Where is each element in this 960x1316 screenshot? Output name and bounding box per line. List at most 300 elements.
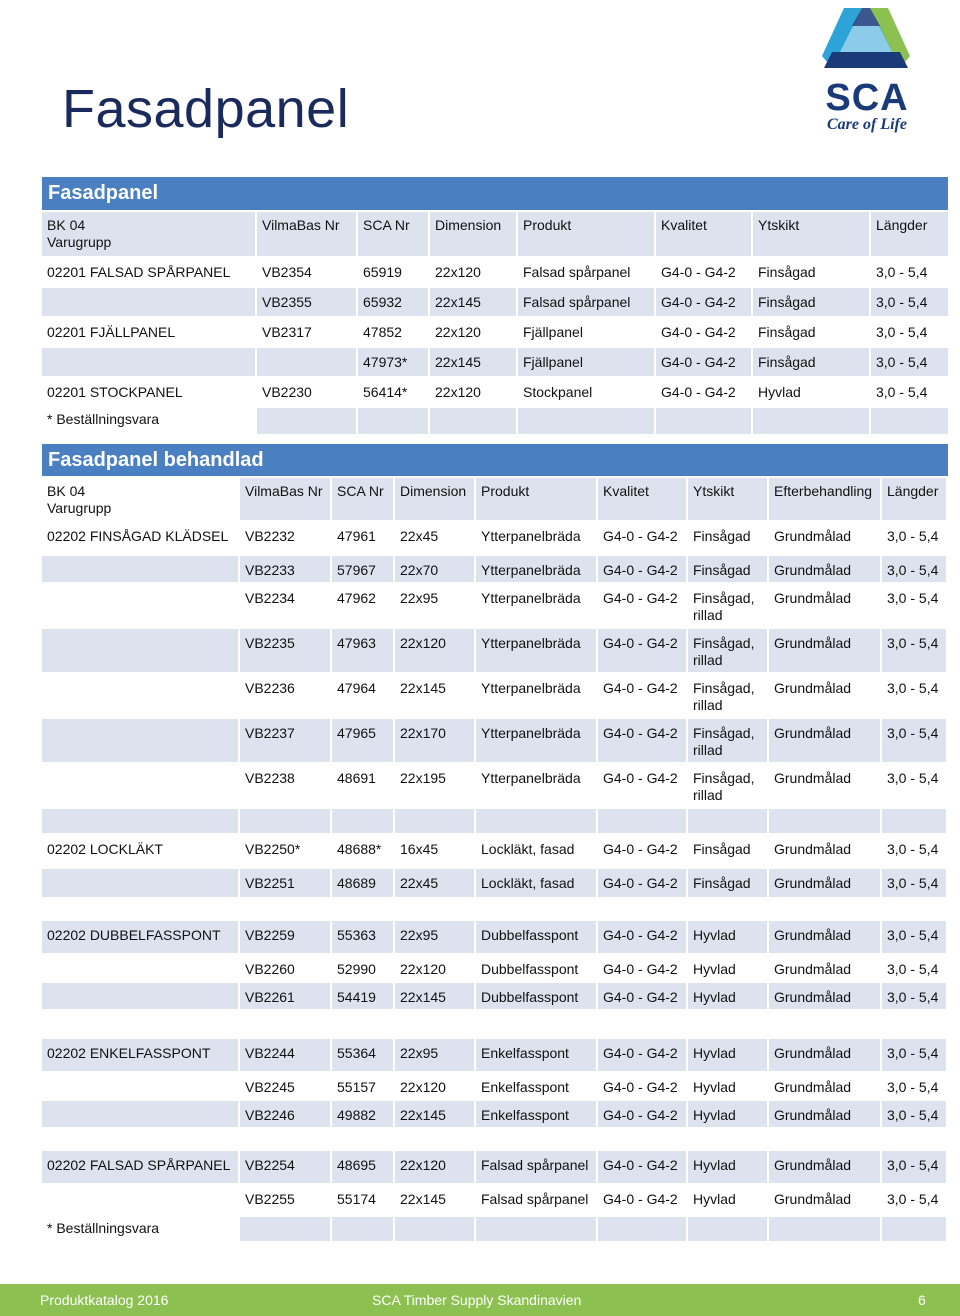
table-cell: 3,0 - 5,4 — [882, 522, 946, 554]
table-cell — [332, 809, 393, 833]
table-cell: Grundmålad — [769, 522, 880, 554]
table-cell: 22x95 — [395, 584, 474, 627]
table-row — [42, 674, 946, 717]
table-cell: Finsågad — [753, 318, 869, 346]
table-cell: Falsad spårpanel — [518, 288, 654, 316]
table-cell: G4-0 - G4-2 — [598, 1039, 686, 1071]
table-cell: Grundmålad — [769, 1039, 880, 1071]
table-cell: 22x195 — [395, 764, 474, 807]
section-fasadpanel — [42, 177, 948, 436]
table-cell: Ytterpanelbräda — [476, 629, 596, 672]
table-cell: 02202 FALSAD SPÅRPANEL — [42, 1151, 238, 1183]
empty-cell — [240, 1217, 330, 1241]
empty-cell — [257, 408, 356, 434]
table-cell: 3,0 - 5,4 — [871, 348, 948, 376]
fasadpanel-table — [40, 210, 950, 436]
table-cell — [395, 1129, 474, 1149]
table-cell: 3,0 - 5,4 — [882, 921, 946, 953]
table-cell: Dubbelfasspont — [476, 921, 596, 953]
table-cell: G4-0 - G4-2 — [656, 288, 751, 316]
table-cell: Finsågad — [688, 835, 767, 867]
table-cell: G4-0 - G4-2 — [598, 955, 686, 981]
table-cell — [42, 556, 238, 582]
table-row — [42, 1101, 946, 1127]
table-cell: Finsågad — [753, 348, 869, 376]
table-cell: VB2261 — [240, 983, 330, 1009]
table-cell: VB2255 — [240, 1185, 330, 1215]
table-cell: G4-0 - G4-2 — [598, 764, 686, 807]
column-header: Ytskikt — [753, 212, 869, 256]
table-cell: Grundmålad — [769, 764, 880, 807]
table-cell: 48688* — [332, 835, 393, 867]
table-cell: Lockläkt, fasad — [476, 835, 596, 867]
table-cell: VB2317 — [257, 318, 356, 346]
table-cell: VB2235 — [240, 629, 330, 672]
table-cell: 55363 — [332, 921, 393, 953]
footnote: * Beställningsvara — [42, 408, 255, 434]
empty-cell — [332, 1217, 393, 1241]
table-cell: Ytterpanelbräda — [476, 584, 596, 627]
table-cell: 02201 FJÄLLPANEL — [42, 318, 255, 346]
table-cell: 22x145 — [430, 288, 516, 316]
table-cell: 47965 — [332, 719, 393, 762]
table-cell: 02202 FINSÅGAD KLÄDSEL — [42, 522, 238, 554]
table-cell — [598, 1129, 686, 1149]
section-title: Fasadpanel behandlad — [42, 444, 948, 476]
column-header: Längder — [871, 212, 948, 256]
table-cell: VB2355 — [257, 288, 356, 316]
table-cell: VB2244 — [240, 1039, 330, 1071]
table-cell: 47973* — [358, 348, 428, 376]
table-cell — [42, 719, 238, 762]
table-cell: VB2232 — [240, 522, 330, 554]
table-row — [42, 258, 948, 286]
table-row — [42, 556, 946, 582]
table-cell — [42, 348, 255, 376]
table-cell — [598, 809, 686, 833]
table-cell: 3,0 - 5,4 — [882, 674, 946, 717]
empty-cell — [656, 408, 751, 434]
page-footer — [0, 1284, 960, 1316]
table-row — [42, 835, 946, 867]
table-row — [42, 584, 946, 627]
column-header: Längder — [882, 478, 946, 520]
table-cell — [42, 764, 238, 807]
footer-company: SCA Timber Supply Skandinavien — [372, 1292, 582, 1308]
table-cell: G4-0 - G4-2 — [656, 258, 751, 286]
header-row — [42, 478, 946, 520]
fasadpanel-behandlad-table — [40, 476, 948, 1243]
table-cell — [42, 674, 238, 717]
table-cell: Grundmålad — [769, 835, 880, 867]
table-cell: Hyvlad — [688, 1151, 767, 1183]
table-cell — [769, 899, 880, 919]
table-cell: 22x145 — [395, 1185, 474, 1215]
table-cell: Hyvlad — [688, 921, 767, 953]
footer-catalog: Produktkatalog 2016 — [40, 1292, 169, 1308]
table-cell: VB2246 — [240, 1101, 330, 1127]
footnote: * Beställningsvara — [42, 1217, 238, 1241]
table-row — [42, 318, 948, 346]
table-cell: VB2251 — [240, 869, 330, 897]
table-cell: 3,0 - 5,4 — [882, 1039, 946, 1071]
table-cell — [476, 899, 596, 919]
table-cell: 22x120 — [395, 1151, 474, 1183]
table-cell: Falsad spårpanel — [476, 1151, 596, 1183]
table-cell: 22x120 — [395, 629, 474, 672]
table-cell: G4-0 - G4-2 — [598, 674, 686, 717]
table-cell: Grundmålad — [769, 1185, 880, 1215]
table-cell — [882, 1011, 946, 1037]
table-cell — [42, 1073, 238, 1099]
table-cell: VB2354 — [257, 258, 356, 286]
table-cell: Ytterpanelbräda — [476, 719, 596, 762]
table-cell — [42, 869, 238, 897]
table-cell: Grundmålad — [769, 719, 880, 762]
table-cell: Finsågad, rillad — [688, 629, 767, 672]
table-cell — [395, 1011, 474, 1037]
table-cell: 3,0 - 5,4 — [871, 318, 948, 346]
table-cell: 02202 LOCKLÄKT — [42, 835, 238, 867]
table-cell: 47852 — [358, 318, 428, 346]
table-row — [42, 1039, 946, 1071]
table-cell — [332, 1011, 393, 1037]
table-row — [42, 869, 946, 897]
table-cell: Finsågad, rillad — [688, 719, 767, 762]
footer-page-number: 6 — [918, 1292, 926, 1308]
table-cell — [882, 1129, 946, 1149]
column-header: Ytskikt — [688, 478, 767, 520]
table-cell — [598, 1011, 686, 1037]
table-cell — [42, 288, 255, 316]
table-cell — [598, 899, 686, 919]
table-cell: Finsågad — [753, 258, 869, 286]
table-row — [42, 983, 946, 1009]
table-cell — [42, 1101, 238, 1127]
sca-logo — [818, 4, 914, 136]
table-cell: 3,0 - 5,4 — [882, 835, 946, 867]
column-header: BK 04 Varugrupp — [42, 212, 255, 256]
header-row — [42, 212, 948, 256]
table-cell: G4-0 - G4-2 — [598, 983, 686, 1009]
table-cell — [332, 1129, 393, 1149]
table-cell: VB2237 — [240, 719, 330, 762]
logo-tagline: Care of Life — [827, 116, 907, 133]
table-cell: 54419 — [332, 983, 393, 1009]
table-cell — [769, 1129, 880, 1149]
table-cell: 3,0 - 5,4 — [882, 1101, 946, 1127]
table-cell: VB2250* — [240, 835, 330, 867]
table-cell: Grundmålad — [769, 955, 880, 981]
table-cell — [240, 1011, 330, 1037]
table-cell: Ytterpanelbräda — [476, 522, 596, 554]
table-cell: 55174 — [332, 1185, 393, 1215]
table-cell: Enkelfasspont — [476, 1073, 596, 1099]
table-cell: 48695 — [332, 1151, 393, 1183]
column-header: VilmaBas Nr — [257, 212, 356, 256]
table-cell: Finsågad, rillad — [688, 584, 767, 627]
table-cell: Lockläkt, fasad — [476, 869, 596, 897]
table-cell: Enkelfasspont — [476, 1039, 596, 1071]
table-cell: 02202 DUBBELFASSPONT — [42, 921, 238, 953]
table-cell: 22x120 — [430, 378, 516, 406]
table-cell: VB2236 — [240, 674, 330, 717]
table-cell: 02202 ENKELFASSPONT — [42, 1039, 238, 1071]
table-cell — [476, 1129, 596, 1149]
table-cell — [882, 809, 946, 833]
table-cell: Ytterpanelbräda — [476, 556, 596, 582]
table-row — [42, 1129, 946, 1149]
table-cell: Ytterpanelbräda — [476, 764, 596, 807]
table-cell: VB2254 — [240, 1151, 330, 1183]
table-cell: 3,0 - 5,4 — [882, 764, 946, 807]
table-cell: G4-0 - G4-2 — [598, 869, 686, 897]
table-cell — [240, 1129, 330, 1149]
note-row — [42, 408, 948, 434]
table-cell: Grundmålad — [769, 674, 880, 717]
empty-cell — [753, 408, 869, 434]
table-cell: Enkelfasspont — [476, 1101, 596, 1127]
table-cell: Grundmålad — [769, 1151, 880, 1183]
table-cell: 49882 — [332, 1101, 393, 1127]
table-row — [42, 899, 946, 919]
table-cell: Finsågad, rillad — [688, 674, 767, 717]
table-cell: Finsågad — [688, 522, 767, 554]
table-cell — [332, 899, 393, 919]
table-cell — [688, 809, 767, 833]
table-cell — [688, 899, 767, 919]
table-cell: 47961 — [332, 522, 393, 554]
table-cell: 3,0 - 5,4 — [882, 1151, 946, 1183]
table-cell: 55157 — [332, 1073, 393, 1099]
table-cell: 3,0 - 5,4 — [882, 584, 946, 627]
table-cell — [240, 809, 330, 833]
table-cell: Finsågad, rillad — [688, 764, 767, 807]
table-cell: 48691 — [332, 764, 393, 807]
table-cell: G4-0 - G4-2 — [598, 921, 686, 953]
empty-cell — [688, 1217, 767, 1241]
table-cell: 57967 — [332, 556, 393, 582]
note-row — [42, 1217, 946, 1241]
table-cell — [395, 809, 474, 833]
table-row — [42, 1185, 946, 1215]
table-cell: G4-0 - G4-2 — [598, 835, 686, 867]
table-cell: Dubbelfasspont — [476, 955, 596, 981]
table-cell: Grundmålad — [769, 983, 880, 1009]
table-cell: G4-0 - G4-2 — [656, 318, 751, 346]
empty-cell — [769, 1217, 880, 1241]
table-cell — [769, 809, 880, 833]
table-cell: 02201 STOCKPANEL — [42, 378, 255, 406]
table-cell — [688, 1129, 767, 1149]
table-cell — [688, 1011, 767, 1037]
table-row — [42, 1151, 946, 1183]
table-cell: 22x120 — [430, 258, 516, 286]
table-cell: Fjällpanel — [518, 318, 654, 346]
table-cell — [42, 1129, 238, 1149]
table-cell: G4-0 - G4-2 — [598, 1073, 686, 1099]
table-cell: 22x170 — [395, 719, 474, 762]
table-cell: Hyvlad — [688, 955, 767, 981]
table-cell — [42, 809, 238, 833]
table-cell: 22x70 — [395, 556, 474, 582]
table-cell — [769, 1011, 880, 1037]
column-header: Produkt — [476, 478, 596, 520]
table-cell: VB2259 — [240, 921, 330, 953]
table-cell: 3,0 - 5,4 — [882, 1185, 946, 1215]
table-cell: Finsågad — [688, 556, 767, 582]
table-cell: VB2230 — [257, 378, 356, 406]
table-cell: Falsad spårpanel — [518, 258, 654, 286]
table-cell: 56414* — [358, 378, 428, 406]
table-cell: 22x145 — [395, 983, 474, 1009]
empty-cell — [430, 408, 516, 434]
table-cell: 3,0 - 5,4 — [882, 955, 946, 981]
table-cell: Fjällpanel — [518, 348, 654, 376]
table-cell — [882, 899, 946, 919]
table-cell — [42, 629, 238, 672]
table-cell: G4-0 - G4-2 — [598, 584, 686, 627]
table-cell: 47962 — [332, 584, 393, 627]
column-header: Kvalitet — [598, 478, 686, 520]
table-cell: VB2245 — [240, 1073, 330, 1099]
table-cell: VB2234 — [240, 584, 330, 627]
table-cell: 48689 — [332, 869, 393, 897]
table-cell: 3,0 - 5,4 — [871, 378, 948, 406]
table-cell: Hyvlad — [688, 1073, 767, 1099]
table-cell: 3,0 - 5,4 — [871, 288, 948, 316]
table-cell — [42, 955, 238, 981]
table-cell — [42, 899, 238, 919]
table-cell: 3,0 - 5,4 — [882, 1073, 946, 1099]
table-cell: G4-0 - G4-2 — [598, 1185, 686, 1215]
table-cell: G4-0 - G4-2 — [656, 348, 751, 376]
table-cell: 3,0 - 5,4 — [882, 983, 946, 1009]
table-cell — [257, 348, 356, 376]
table-cell: VB2233 — [240, 556, 330, 582]
table-cell: 16x45 — [395, 835, 474, 867]
table-cell — [476, 1011, 596, 1037]
empty-cell — [358, 408, 428, 434]
table-row — [42, 378, 948, 406]
empty-cell — [882, 1217, 946, 1241]
logo-wordmark: SCA — [825, 77, 909, 119]
table-row — [42, 809, 946, 833]
table-cell: Grundmålad — [769, 921, 880, 953]
table-cell: 3,0 - 5,4 — [882, 556, 946, 582]
table-cell: 02201 FALSAD SPÅRPANEL — [42, 258, 255, 286]
table-cell: G4-0 - G4-2 — [598, 1151, 686, 1183]
table-cell: Grundmålad — [769, 629, 880, 672]
table-cell — [476, 809, 596, 833]
table-cell: G4-0 - G4-2 — [598, 522, 686, 554]
table-cell — [395, 899, 474, 919]
table-cell: 22x45 — [395, 522, 474, 554]
table-cell — [42, 983, 238, 1009]
empty-cell — [476, 1217, 596, 1241]
column-header: SCA Nr — [358, 212, 428, 256]
table-row — [42, 955, 946, 981]
table-row — [42, 522, 946, 554]
table-cell: G4-0 - G4-2 — [598, 556, 686, 582]
table-cell: VB2260 — [240, 955, 330, 981]
table-cell: 22x120 — [395, 955, 474, 981]
table-cell: Hyvlad — [688, 1185, 767, 1215]
column-header: Dimension — [395, 478, 474, 520]
column-header: Produkt — [518, 212, 654, 256]
table-cell — [42, 1185, 238, 1215]
table-cell: G4-0 - G4-2 — [598, 1101, 686, 1127]
sca-logo-mark-icon — [818, 4, 914, 78]
table-cell: 3,0 - 5,4 — [882, 869, 946, 897]
table-cell: Grundmålad — [769, 556, 880, 582]
table-cell: 22x145 — [395, 1101, 474, 1127]
table-cell: Hyvlad — [688, 983, 767, 1009]
table-cell: G4-0 - G4-2 — [598, 719, 686, 762]
table-cell: Grundmålad — [769, 1073, 880, 1099]
empty-cell — [598, 1217, 686, 1241]
section-title: Fasadpanel — [42, 177, 948, 210]
table-cell: Grundmålad — [769, 584, 880, 627]
table-cell: G4-0 - G4-2 — [598, 629, 686, 672]
column-header: VilmaBas Nr — [240, 478, 330, 520]
table-cell: Hyvlad — [688, 1101, 767, 1127]
table-row — [42, 348, 948, 376]
table-cell: VB2238 — [240, 764, 330, 807]
section-fasadpanel-behandlad — [42, 444, 948, 1243]
table-cell — [42, 584, 238, 627]
table-cell: Finsågad — [753, 288, 869, 316]
column-header: SCA Nr — [332, 478, 393, 520]
table-cell: 22x95 — [395, 1039, 474, 1071]
table-cell: Hyvlad — [688, 1039, 767, 1071]
table-row — [42, 288, 948, 316]
table-cell: 22x120 — [395, 1073, 474, 1099]
table-cell: 65932 — [358, 288, 428, 316]
table-cell: 22x45 — [395, 869, 474, 897]
table-row — [42, 921, 946, 953]
table-cell: 52990 — [332, 955, 393, 981]
table-cell: 3,0 - 5,4 — [882, 629, 946, 672]
table-cell: Grundmålad — [769, 869, 880, 897]
table-cell: 65919 — [358, 258, 428, 286]
column-header: Kvalitet — [656, 212, 751, 256]
empty-cell — [395, 1217, 474, 1241]
page-title: Fasadpanel — [62, 79, 350, 139]
table-cell: Hyvlad — [753, 378, 869, 406]
table-row — [42, 1011, 946, 1037]
table-cell: Ytterpanelbräda — [476, 674, 596, 717]
table-cell: 47964 — [332, 674, 393, 717]
table-cell: Falsad spårpanel — [476, 1185, 596, 1215]
table-cell — [240, 899, 330, 919]
table-cell: G4-0 - G4-2 — [656, 378, 751, 406]
table-cell: 22x145 — [395, 674, 474, 717]
column-header: Dimension — [430, 212, 516, 256]
table-cell: Stockpanel — [518, 378, 654, 406]
table-cell: 55364 — [332, 1039, 393, 1071]
table-row — [42, 764, 946, 807]
table-cell — [42, 1011, 238, 1037]
table-cell: Grundmålad — [769, 1101, 880, 1127]
table-cell: 3,0 - 5,4 — [882, 719, 946, 762]
column-header: Efterbehandling — [769, 478, 880, 520]
table-row — [42, 629, 946, 672]
table-cell: 22x120 — [430, 318, 516, 346]
table-row — [42, 719, 946, 762]
table-cell: 47963 — [332, 629, 393, 672]
table-cell: 22x95 — [395, 921, 474, 953]
